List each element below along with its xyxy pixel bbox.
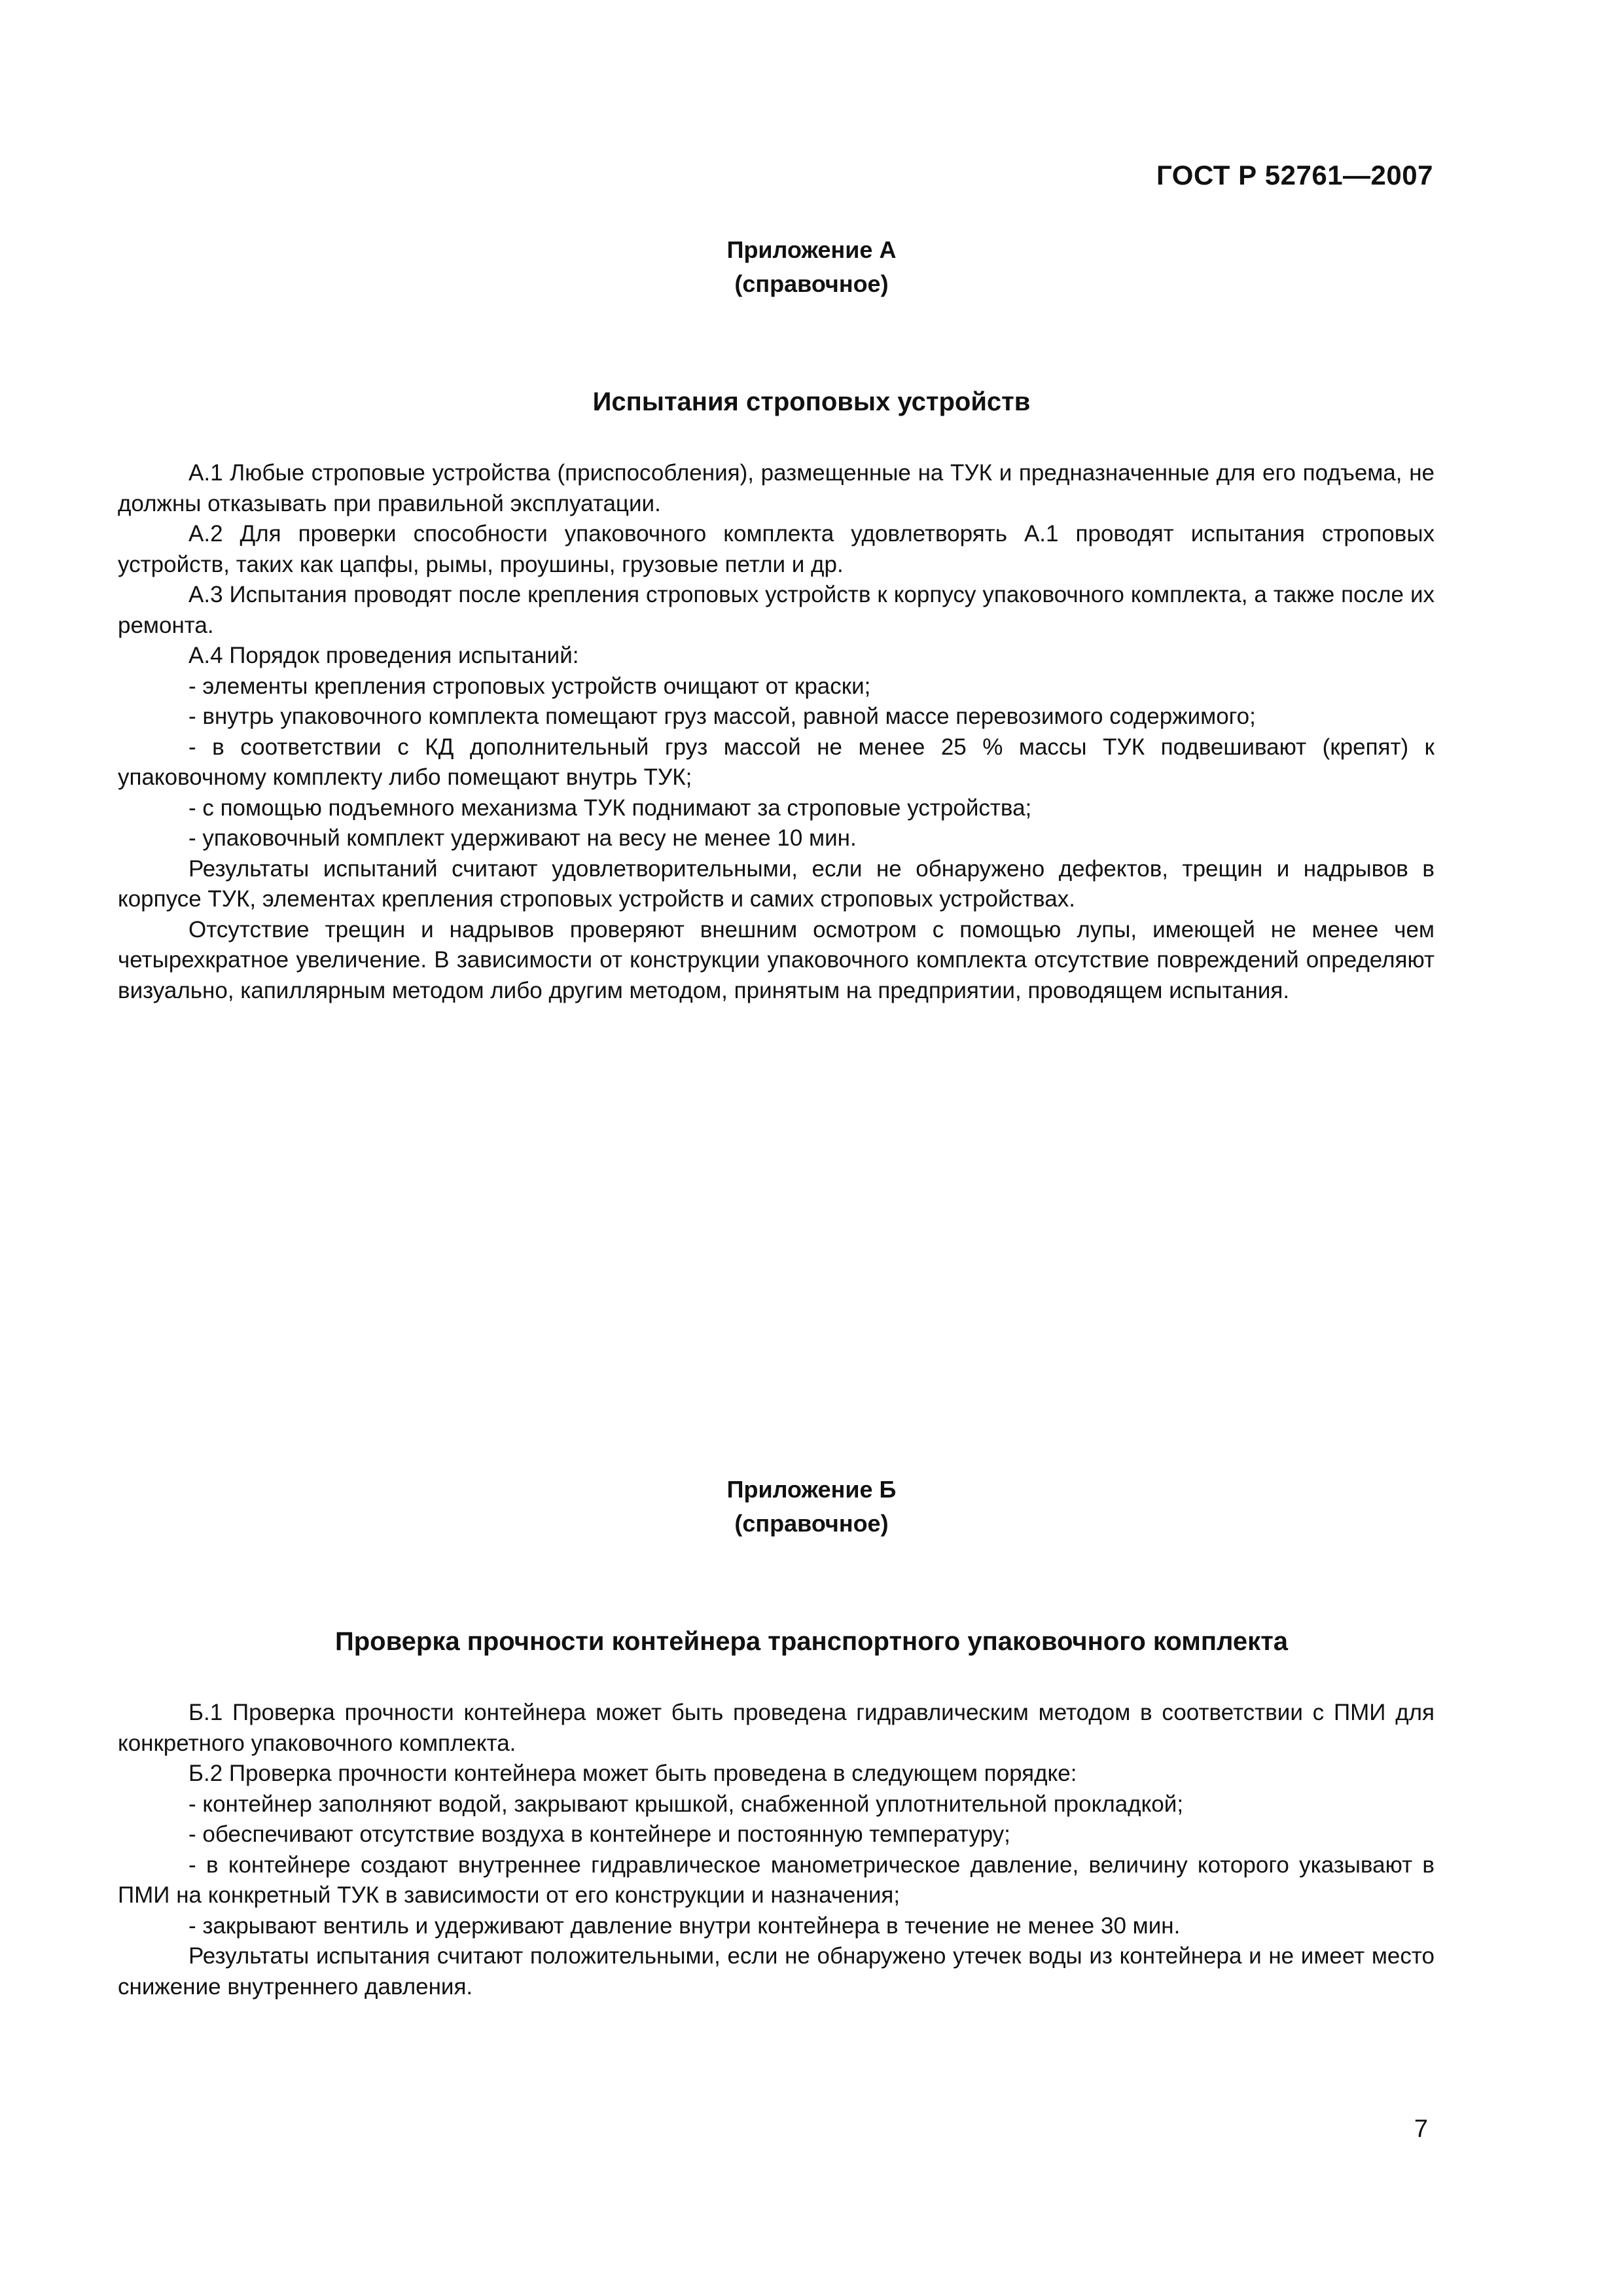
paragraph: Б.2 Проверка прочности контейнера может быть проведена в следующем порядке: xyxy=(188,1761,1077,1786)
appendix-a-body xyxy=(118,458,1435,1006)
list-item: - внутрь упаковочного комплекта помещают груз массой, равной массе перевозимого содержимого; xyxy=(188,704,1256,729)
paragraph: Результаты испытаний считают удовлетворительными, если не обнаружено дефектов, трещин и надрывов в корпусе ТУК, элементах крепления строповых устройств и самих строповых устройствах. xyxy=(118,855,1435,912)
list-item: - элементы крепления строповых устройств очищают от краски; xyxy=(188,673,871,699)
appendix-b-body xyxy=(118,1698,1435,2002)
paragraph: Результаты испытания считают положительными, если не обнаружено утечек воды из контейнера и не имеет место снижение внутреннего давления. xyxy=(118,1943,1435,2000)
list-item: - закрывают вентиль и удерживают давление внутри контейнера в течение не менее 30 мин. xyxy=(188,1912,1181,1939)
appendix-b-label: Приложение Б xyxy=(726,1476,897,1503)
appendix-b-status: (справочное) xyxy=(734,1510,889,1537)
appendix-a-label: Приложение А xyxy=(726,236,897,263)
list-item: - с помощью подъемного механизма ТУК поднимают за строповые устройства; xyxy=(188,795,1032,821)
appendix-b-heading xyxy=(0,1473,1623,1541)
appendix-a-heading xyxy=(0,233,1623,301)
appendix-a-status: (справочное) xyxy=(734,270,889,297)
list-item: - в соответствии с КД дополнительный груз массой не менее 25 % массы ТУК подвешивают (крепят) к упаковочному комплекту либо помещают внутрь ТУК; xyxy=(118,734,1435,790)
appendix-b-title: Проверка прочности контейнера транспортного упаковочного комплекта xyxy=(334,1627,1289,1656)
list-item: - упаковочный комплект удерживают на весу не менее 10 мин. xyxy=(188,825,857,851)
paragraph: Отсутствие трещин и надрывов проверяют внешним осмотром с помощью лупы, имеющей не менее чем четырехкратное увеличение. В зависимости от конструкции упаковочного комплекта отсутствие повреждений определяют визуально, капиллярным методом либо другим методом, принятым на предприятии, проводящем испытания. xyxy=(118,916,1435,1003)
appendix-a-title: Испытания строповых устройств xyxy=(592,387,1031,416)
document-code: ГОСТ Р 52761—2007 xyxy=(1156,160,1433,190)
paragraph: А.1 Любые строповые устройства (приспособления), размещенные на ТУК и предназначенные для его подъема, не должны отказывать при правильной эксплуатации. xyxy=(118,460,1435,516)
paragraph: А.4 Порядок проведения испытаний: xyxy=(188,643,579,668)
page-number: 7 xyxy=(1414,2115,1428,2143)
paragraph: Б.1 Проверка прочности контейнера может быть проведена гидравлическим методом в соответствии с ПМИ для конкретного упаковочного комплекта. xyxy=(118,1700,1435,1756)
paragraph: А.3 Испытания проводят после крепления строповых устройств к корпусу упаковочного комплекта, а также после их ремонта. xyxy=(118,582,1435,638)
list-item: - обеспечивают отсутствие воздуха в контейнере и постоянную температуру; xyxy=(188,1821,1010,1847)
paragraph: А.2 Для проверки способности упаковочного комплекта удовлетворять А.1 проводят испытания строповых устройств, таких как цапфы, рымы, проушины, грузовые петли и др. xyxy=(118,521,1435,577)
list-item: - контейнер заполняют водой, закрывают крышкой, снабженной уплотнительной прокладкой; xyxy=(188,1791,1184,1817)
list-item: - в контейнере создают внутреннее гидравлическое манометрическое давление, величину которого указывают в ПМИ на конкретный ТУК в зависимости от его конструкции и назначения; xyxy=(118,1852,1435,1908)
